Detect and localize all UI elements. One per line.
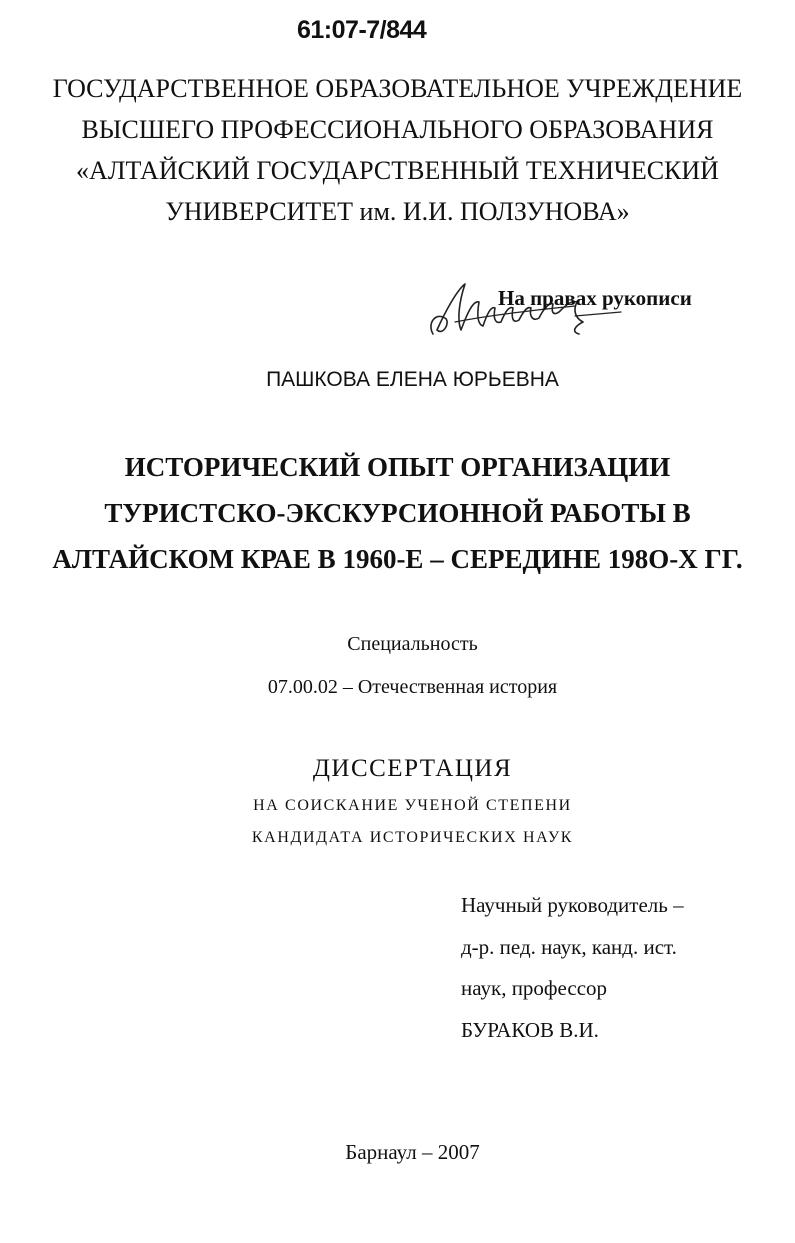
title-line-1: ИСТОРИЧЕСКИЙ ОПЫТ ОРГАНИЗАЦИИ: [124, 452, 671, 482]
institution-line-4: УНИВЕРСИТЕТ им. И.И. ПОЛЗУНОВА»: [165, 197, 630, 226]
manuscript-rights-note: На правах рукописи: [498, 286, 692, 310]
handwritten-signature: [425, 272, 625, 352]
degree-line-1: НА СОИСКАНИЕ УЧЕНОЙ СТЕПЕНИ: [253, 797, 572, 814]
specialty-label: Специальность: [347, 633, 478, 655]
specialty-value: 07.00.02 – Отечественная история: [267, 676, 558, 698]
supervisor-line-2: д-р. пед. наук, канд. ист.: [461, 935, 677, 959]
title-line-3: АЛТАЙСКОМ КРАЕ В 1960-Е – СЕРЕДИНЕ 198О-Х ГГ.: [52, 544, 743, 574]
institution-line-2: ВЫСШЕГО ПРОФЕССИОНАЛЬНОГО ОБРАЗОВАНИЯ: [81, 115, 714, 144]
catalog-number: 61:07-7/844: [297, 16, 427, 44]
institution-line-3: «АЛТАЙСКИЙ ГОСУДАРСТВЕННЫЙ ТЕХНИЧЕСКИЙ: [76, 156, 719, 185]
supervisor-line-1: Научный руководитель –: [461, 893, 684, 917]
author-name: ПАШКОВА ЕЛЕНА ЮРЬЕВНА: [266, 368, 559, 391]
institution-line-1: ГОСУДАРСТВЕННОЕ ОБРАЗОВАТЕЛЬНОЕ УЧРЕЖДЕНИЕ: [52, 74, 743, 103]
degree-line-2: КАНДИДАТА ИСТОРИЧЕСКИХ НАУК: [251, 829, 574, 846]
city-year: Барнаул – 2007: [345, 1140, 480, 1164]
title-line-2: ТУРИСТСКО-ЭКСКУРСИОННОЙ РАБОТЫ В: [104, 498, 691, 528]
supervisor-line-3: наук, профессор: [461, 976, 608, 1000]
dissertation-label: ДИССЕРТАЦИЯ: [312, 755, 513, 782]
supervisor-name: БУРАКОВ В.И.: [461, 1018, 599, 1042]
